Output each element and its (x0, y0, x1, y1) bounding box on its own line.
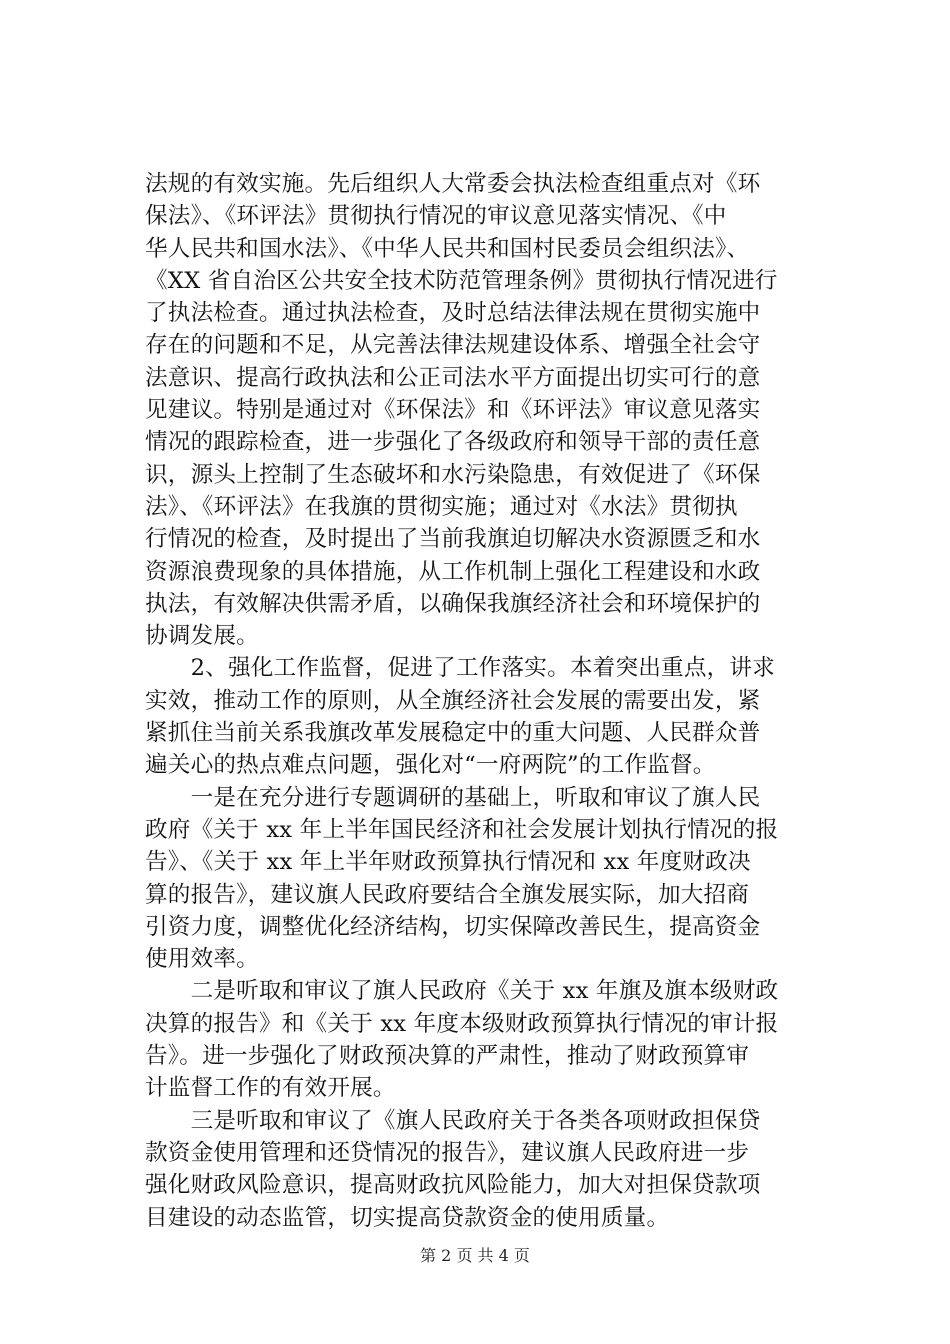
text-line: 《XX 省自治区公共安全技术防范管理条例》贯彻执行情况进行 (145, 267, 778, 294)
text-line: 资源浪费现象的具体措施，从工作机制上强化工程建设和水政 (145, 558, 761, 585)
text-line: 遍关心的热点难点问题，强化对“一府两院”的工作监督。 (145, 752, 716, 779)
text-line: 法》、《环评法》在我旗的贯彻实施；通过对《水法》贯彻执 (145, 493, 738, 520)
text-line: 法规的有效实施。先后组织人大常委会执法检查组重点对《环 (145, 171, 761, 197)
text-line: 行情况的检查，及时提出了当前我旗迫切解决水资源匮乏和水 (145, 526, 761, 553)
body-text (145, 168, 805, 1234)
text-line: 实效，推动工作的原则，从全旗经济社会发展的需要出发，紧 (145, 687, 761, 714)
text-line: 了执法检查。通过执法检查，及时总结法律法规在贯彻实施中 (145, 300, 761, 327)
text-line: 见建议。特别是通过对《环保法》和《环评法》审议意见落实 (145, 397, 761, 424)
text-line: 情况的跟踪检查，进一步强化了各级政府和领导干部的责任意 (145, 429, 761, 456)
text-line: 三是听取和审议了《旗人民政府关于各类各项财政担保贷 (145, 1107, 761, 1134)
text-line: 法意识、提高行政执法和公正司法水平方面提出切实可行的意 (145, 364, 761, 391)
text-line: 告》。进一步强化了财政预决算的严肃性，推动了财政预算审 (145, 1043, 750, 1070)
text-line: 2、强化工作监督，促进了工作落实。本着突出重点，讲求 (145, 655, 776, 682)
text-line: 识，源头上控制了生态破坏和水污染隐患，有效促进了《环保 (145, 461, 761, 488)
text-line: 目建设的动态监管，切实提高贷款资金的使用质量。 (145, 1204, 670, 1231)
text-line: 引资力度，调整优化经济结构，切实保障改善民生，提高资金 (145, 913, 761, 940)
text-line: 华人民共和国水法》、《中华人民共和国村民委员会组织法》、 (145, 235, 750, 262)
text-line: 款资金使用管理和还贷情况的报告》，建议旗人民政府进一步 (145, 1139, 750, 1166)
text-line: 使用效率。 (145, 946, 259, 973)
text-line: 计监督工作的有效开展。 (145, 1075, 396, 1102)
page-footer: 第 2 页 共 4 页 (420, 1246, 530, 1265)
text-line: 算的报告》，建议旗人民政府要结合全旗发展实际，加大招商 (145, 881, 750, 908)
text-line: 告》、《关于 xx 年上半年财政预算执行情况和 xx 年度财政决 (145, 849, 751, 876)
text-line: 存在的问题和不足，从完善法律法规建设体系、增强全社会守 (145, 332, 761, 359)
text-line: 决算的报告》和《关于 xx 年度本级财政预算执行情况的审计报 (145, 1010, 779, 1037)
text-line: 强化财政风险意识，提高财政抗风险能力，加大对担保贷款项 (145, 1172, 761, 1199)
text-line: 政府《关于 xx 年上半年国民经济和社会发展计划执行情况的报 (145, 816, 779, 843)
text-line: 一是在充分进行专题调研的基础上，听取和审议了旗人民 (145, 784, 761, 811)
text-line: 紧抓住当前关系我旗改革发展稳定中的重大问题、人民群众普 (145, 720, 761, 747)
text-line: 执法，有效解决供需矛盾，以确保我旗经济社会和环境保护的 (145, 590, 761, 617)
text-line: 二是听取和审议了旗人民政府《关于 xx 年旗及旗本级财政 (145, 978, 779, 1005)
text-line: 协调发展。 (145, 623, 259, 650)
text-line: 保法》、《环评法》贯彻执行情况的审议意见落实情况、《中 (145, 203, 727, 230)
